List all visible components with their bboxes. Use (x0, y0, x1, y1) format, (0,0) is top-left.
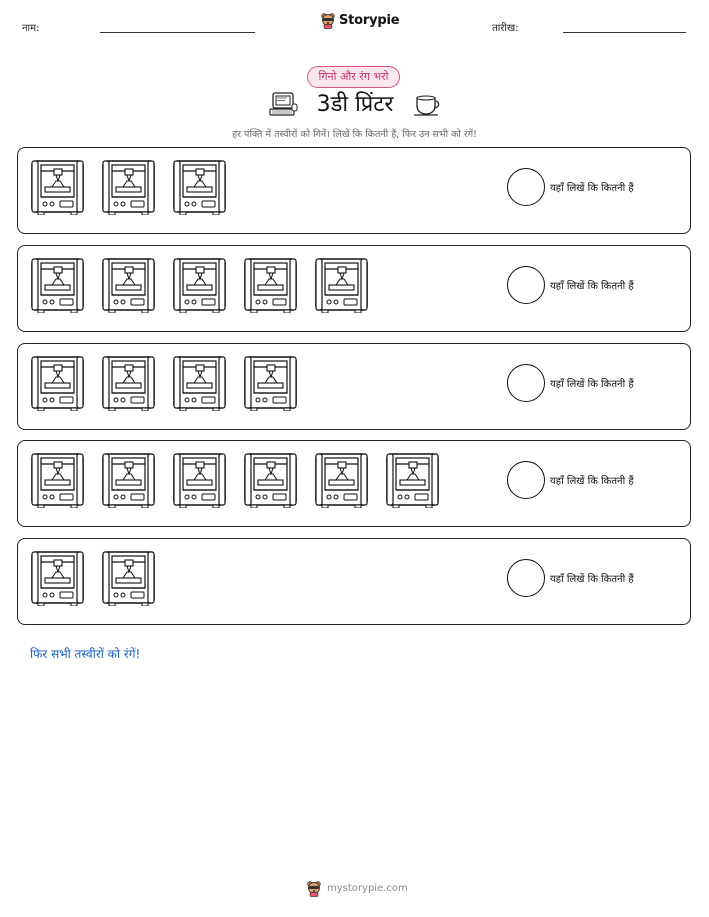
3d-printer-icon[interactable] (385, 452, 440, 508)
answer-label: यहाँ लिखें कि कितनी हैं (550, 281, 634, 292)
brand-name: Storypie (339, 13, 400, 28)
answer-circle[interactable] (507, 559, 545, 597)
answer-circle[interactable] (507, 266, 545, 304)
answer-circle[interactable] (507, 168, 545, 206)
count-row (17, 245, 691, 332)
footer-note: फिर सभी तस्वीरों को रंगें! (30, 647, 141, 661)
3d-printer-icon[interactable] (30, 550, 85, 606)
count-row (17, 538, 691, 625)
date-line[interactable] (563, 32, 686, 33)
page-title: 3डी प्रिंटर (316, 92, 394, 117)
name-label: नाम: (22, 23, 40, 34)
activity-badge: गिनो और रंग भरो (307, 66, 400, 88)
3d-printer-icon[interactable] (101, 550, 156, 606)
count-row (17, 343, 691, 430)
3d-printer-icon[interactable] (30, 257, 85, 313)
3d-printer-icon[interactable] (314, 257, 369, 313)
count-row (17, 147, 691, 234)
3d-printer-icon[interactable] (243, 355, 298, 411)
computer-icon (268, 90, 298, 120)
answer-circle[interactable] (507, 364, 545, 402)
3d-printer-icon[interactable] (172, 355, 227, 411)
answer-label: यहाँ लिखें कि कितनी हैं (550, 574, 634, 585)
3d-printer-icon[interactable] (172, 257, 227, 313)
name-line[interactable] (100, 32, 255, 33)
answer-label: यहाँ लिखें कि कितनी हैं (550, 183, 634, 194)
site-footer (306, 880, 408, 897)
answer-label: यहाँ लिखें कि कितनी हैं (550, 379, 634, 390)
3d-printer-icon[interactable] (101, 355, 156, 411)
printer-group (30, 452, 440, 508)
site-url: mystorypie.com (327, 883, 408, 894)
3d-printer-icon[interactable] (101, 257, 156, 313)
date-label: तारीख: (492, 23, 519, 34)
title-row (0, 88, 709, 124)
answer-label: यहाँ लिखें कि कितनी हैं (550, 476, 634, 487)
count-row (17, 440, 691, 527)
3d-printer-icon[interactable] (172, 452, 227, 508)
3d-printer-icon[interactable] (314, 452, 369, 508)
printer-group (30, 355, 298, 411)
3d-printer-icon[interactable] (30, 355, 85, 411)
3d-printer-icon[interactable] (243, 257, 298, 313)
3d-printer-icon[interactable] (30, 452, 85, 508)
3d-printer-icon[interactable] (101, 452, 156, 508)
printer-group (30, 257, 369, 313)
3d-printer-icon[interactable] (243, 452, 298, 508)
answer-circle[interactable] (507, 461, 545, 499)
3d-printer-icon[interactable] (101, 159, 156, 215)
teacup-icon (412, 90, 444, 118)
3d-printer-icon[interactable] (30, 159, 85, 215)
printer-group (30, 159, 227, 215)
brand-logo (320, 12, 399, 29)
printer-group (30, 550, 156, 606)
bear-mascot-icon (320, 12, 336, 29)
bear-mascot-icon (306, 880, 322, 897)
3d-printer-icon[interactable] (172, 159, 227, 215)
instructions: हर पंक्ति में तस्वीरों को गिनें। लिखें कि कितनी हैं, फिर उन सभी को रंगें! (232, 129, 477, 140)
